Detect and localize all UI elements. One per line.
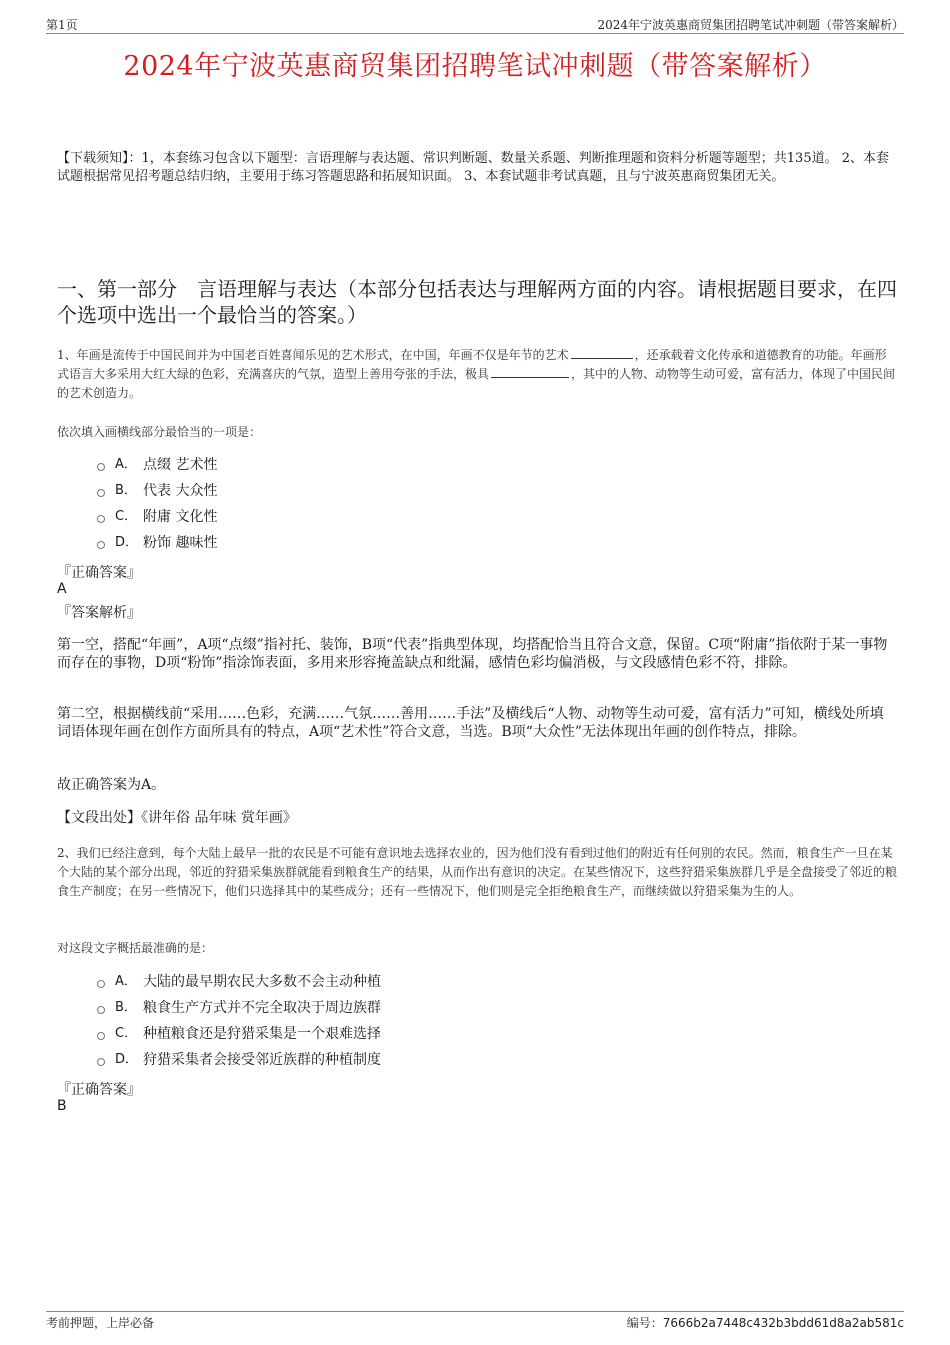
question-1-text-part3: ，其中的人物、动物等生动可爱，富有活力，体现了中国民间的艺术创造力。 bbox=[57, 367, 896, 400]
option-letter: C． bbox=[115, 1026, 138, 1041]
text-source: 【文段出处】《讲年俗 品年味 赏年画》 bbox=[57, 810, 297, 826]
radio-button-icon[interactable] bbox=[97, 541, 105, 549]
analysis-paragraph-1: 第一空，搭配“年画”，A项“点缀”指衬托、装饰，B项“代表”指典型体现，均搭配恰当且符合文意，保留。C项“附庸”指依附于某一事物而存在的事物，D项“粉饰”指涂饰表面，多用来形容掩盖缺点和纰漏，感情色彩均偏消极，与文段感情色彩不符，排除。 bbox=[57, 637, 888, 671]
header-doc-title: 2024年宁波英惠商贸集团招聘笔试冲刺题（带答案解析） bbox=[597, 18, 904, 32]
option-text: 狩猎采集者会接受邻近族群的种植制度 bbox=[143, 1052, 381, 1068]
footer-slogan: 考前押题，上岸必备 bbox=[46, 1316, 155, 1330]
document-code-label: 编号： bbox=[626, 1316, 663, 1330]
radio-button-icon[interactable] bbox=[97, 463, 105, 471]
question-1-option-b[interactable] bbox=[97, 482, 217, 500]
header-divider bbox=[46, 33, 904, 34]
radio-button-icon[interactable] bbox=[97, 1058, 105, 1066]
option-text: 种植粮食还是狩猎采集是一个艰难选择 bbox=[143, 1026, 381, 1042]
page-title: 2024年宁波英惠商贸集团招聘笔试冲刺题（带答案解析） bbox=[123, 51, 827, 82]
radio-button-icon[interactable] bbox=[97, 515, 105, 523]
page-number: 第1页 bbox=[46, 18, 78, 32]
question-1-option-a[interactable] bbox=[97, 456, 217, 474]
question-1-text-part1: 1、年画是流传于中国民间并为中国老百姓喜闻乐见的艺术形式，在中国，年画不仅是年节的艺术 bbox=[57, 348, 569, 362]
option-letter: A． bbox=[115, 457, 137, 472]
radio-button-icon[interactable] bbox=[97, 1006, 105, 1014]
question-1-text bbox=[57, 346, 897, 403]
download-notice: 【下载须知】：1，本套练习包含以下题型：言语理解与表达题、常识判断题、数量关系题、判断推理题和资料分析题等题型；共135道。 2、本套试题根据常见招考题总结归纳，主要用于练习答题思路和拓展知识面。 3、本套试题非考试真题，且与宁波英惠商贸集团无关。 bbox=[57, 151, 889, 184]
correct-answer-value: A bbox=[57, 581, 67, 597]
option-text: 附庸 文化性 bbox=[143, 509, 218, 525]
answer-blank-2 bbox=[491, 365, 569, 378]
document-code-value: 7666b2a7448c432b3bdd61d8a2ab581c bbox=[662, 1316, 904, 1330]
option-letter: D． bbox=[115, 535, 139, 550]
section-heading: 一、第一部分 言语理解与表达（本部分包括表达与理解两方面的内容。请根据题目要求，在四个选项中选出一个最恰当的答案。） bbox=[57, 277, 897, 327]
analysis-paragraph-2: 第二空，根据横线前“采用……色彩，充满……气氛……善用……手法”及横线后“人物、动物等生动可爱，富有活力”可知，横线处所填词语体现年画在创作方面所具有的特点，A项“艺术性”符合文意，当选。B项“大众性”无法体现出年画的创作特点，排除。 bbox=[57, 706, 884, 740]
correct-answer-label: 『正确答案』 bbox=[57, 565, 141, 581]
option-text: 点缀 艺术性 bbox=[143, 457, 218, 473]
option-letter: C． bbox=[115, 509, 138, 524]
question-1-prompt: 依次填入画横线部分最恰当的一项是： bbox=[57, 425, 262, 439]
question-1-option-d[interactable] bbox=[97, 534, 217, 552]
option-text: 粮食生产方式并不完全取决于周边族群 bbox=[143, 1000, 381, 1016]
option-letter: B． bbox=[115, 1000, 137, 1015]
document-code bbox=[627, 1314, 904, 1331]
analysis-label: 『答案解析』 bbox=[57, 605, 141, 621]
option-letter: B． bbox=[115, 483, 137, 498]
correct-answer-label: 『正确答案』 bbox=[57, 1082, 141, 1098]
option-text: 粉饰 趣味性 bbox=[143, 535, 218, 551]
question-2-text: 2、我们已经注意到，每个大陆上最早一批的农民是不可能有意识地去选择农业的，因为他们没有看到过他们的附近有任何别的农民。然而，粮食生产一旦在某个大陆的某个部分出现，邻近的狩猎采集族群就能看到粮食生产的结果，从而作出有意识的决定。在某些情况下，这些狩猎采集族群几乎是全盘接受了邻近的粮食生产制度；在另一些情况下，他们只选择其中的某些成分；还有一些情况下，他们则是完全拒绝粮食生产，而继续做以狩猎采集为生的人。 bbox=[57, 846, 898, 898]
radio-button-icon[interactable] bbox=[97, 1032, 105, 1040]
option-text: 代表 大众性 bbox=[143, 483, 218, 499]
answer-blank-1 bbox=[571, 346, 633, 359]
question-2-option-b[interactable] bbox=[97, 999, 381, 1017]
question-2-option-c[interactable] bbox=[97, 1025, 381, 1043]
option-text: 大陆的最早期农民大多数不会主动种植 bbox=[143, 974, 381, 990]
analysis-conclusion: 故正确答案为A。 bbox=[57, 777, 166, 793]
question-2-option-d[interactable] bbox=[97, 1051, 381, 1069]
option-letter: A． bbox=[115, 974, 137, 989]
question-1-option-c[interactable] bbox=[97, 508, 217, 526]
radio-button-icon[interactable] bbox=[97, 489, 105, 497]
option-letter: D． bbox=[115, 1052, 139, 1067]
radio-button-icon[interactable] bbox=[97, 980, 105, 988]
question-1-text-part2: ，还承载着文化传承和道德教育的功能。年画形式语言大多采用大红大绿的色彩，充满喜庆的气氛，造型上善用夸张的手法，极具 bbox=[57, 348, 887, 381]
footer-divider bbox=[46, 1311, 904, 1312]
question-2-option-a[interactable] bbox=[97, 973, 381, 991]
question-2-prompt: 对这段文字概括最准确的是： bbox=[57, 941, 214, 955]
correct-answer-value: B bbox=[57, 1098, 67, 1114]
